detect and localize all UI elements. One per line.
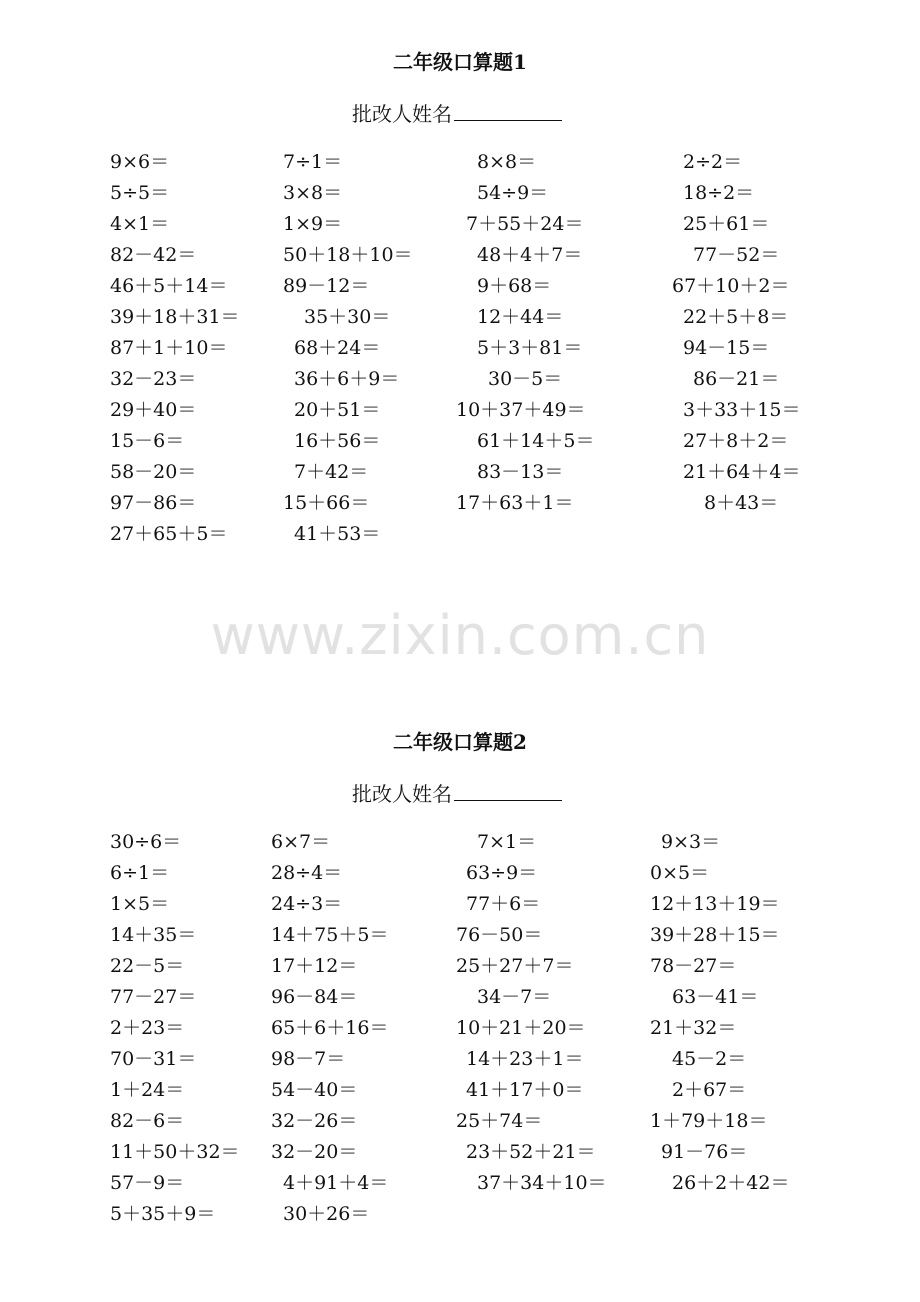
math-problem: 22－5＝: [110, 955, 185, 977]
math-problem: 7＋42＝: [294, 461, 369, 483]
math-problem: 9×6＝: [110, 151, 170, 173]
math-problem: 30＋26＝: [283, 1203, 370, 1225]
math-problem: 36＋6＋9＝: [294, 368, 400, 390]
math-problem: 67＋10＋2＝: [672, 275, 790, 297]
math-problem: 21＋64＋4＝: [683, 461, 801, 483]
grader-name-blank: [454, 102, 562, 121]
math-problem: 32－23＝: [110, 368, 197, 390]
grader-name-blank: [454, 782, 562, 801]
math-problem: 1＋24＝: [110, 1079, 185, 1101]
math-problem: 25＋74＝: [456, 1110, 543, 1132]
math-problem: 2＋23＝: [110, 1017, 185, 1039]
math-problem: 5＋35＋9＝: [110, 1203, 216, 1225]
math-problem: 20＋51＝: [294, 399, 381, 421]
grader-name-label: 批改人姓名: [352, 102, 452, 126]
math-problem: 5÷5＝: [110, 182, 170, 204]
math-problem: 58－20＝: [110, 461, 197, 483]
math-problem: 10＋21＋20＝: [456, 1017, 586, 1039]
math-problem: 25＋61＝: [683, 213, 770, 235]
math-problem: 4×1＝: [110, 213, 170, 235]
math-problem: 6÷1＝: [110, 862, 170, 884]
math-problem: 68＋24＝: [294, 337, 381, 359]
math-problem: 3＋33＋15＝: [683, 399, 801, 421]
math-problem: 45－2＝: [672, 1048, 747, 1070]
math-problem: 83－13＝: [477, 461, 564, 483]
math-problem: 0×5＝: [650, 862, 710, 884]
math-problem: 39＋18＋31＝: [110, 306, 240, 328]
math-problem: 97－86＝: [110, 492, 197, 514]
math-problem: 98－7＝: [271, 1048, 346, 1070]
math-problem: 27＋8＋2＝: [683, 430, 789, 452]
math-problem: 82－42＝: [110, 244, 197, 266]
math-problem: 14＋23＋1＝: [466, 1048, 584, 1070]
math-problem: 8＋43＝: [704, 492, 779, 514]
math-problem: 37＋34＋10＝: [477, 1172, 607, 1194]
math-problem: 1×9＝: [283, 213, 343, 235]
math-problem: 5＋3＋81＝: [477, 337, 583, 359]
math-problem: 15－6＝: [110, 430, 185, 452]
math-problem: 70－31＝: [110, 1048, 197, 1070]
worksheet-title: 二年级口算题1: [393, 50, 527, 74]
math-problem: 30－5＝: [488, 368, 563, 390]
math-problem: 3×8＝: [283, 182, 343, 204]
math-problem: 32－26＝: [271, 1110, 358, 1132]
math-problem: 78－27＝: [650, 955, 737, 977]
math-problem: 11＋50＋32＝: [110, 1141, 240, 1163]
math-problem: 17＋12＝: [271, 955, 358, 977]
grader-name-label: 批改人姓名: [352, 782, 452, 806]
math-problem: 7＋55＋24＝: [466, 213, 584, 235]
math-problem: 25＋27＋7＝: [456, 955, 574, 977]
math-problem: 82－6＝: [110, 1110, 185, 1132]
math-problem: 77－52＝: [693, 244, 780, 266]
math-problem: 4＋91＋4＝: [283, 1172, 389, 1194]
math-problem: 24÷3＝: [271, 893, 343, 915]
math-problem: 65＋6＋16＝: [271, 1017, 389, 1039]
math-problem: 26＋2＋42＝: [672, 1172, 790, 1194]
math-problem: 27＋65＋5＝: [110, 523, 228, 545]
math-problem: 12＋13＋19＝: [650, 893, 780, 915]
math-problem: 48＋4＋7＝: [477, 244, 583, 266]
grader-name-field: [352, 102, 562, 126]
math-problem: 34－7＝: [477, 986, 552, 1008]
math-problem: 15＋66＝: [283, 492, 370, 514]
math-problem: 14＋75＋5＝: [271, 924, 389, 946]
math-problem: 7÷1＝: [283, 151, 343, 173]
math-problem: 96－84＝: [271, 986, 358, 1008]
math-problem: 28÷4＝: [271, 862, 343, 884]
math-problem: 9＋68＝: [477, 275, 552, 297]
math-problem: 10＋37＋49＝: [456, 399, 586, 421]
worksheet-title: 二年级口算题2: [393, 730, 527, 754]
math-problem: 39＋28＋15＝: [650, 924, 780, 946]
math-problem: 1×5＝: [110, 893, 170, 915]
math-problem: 46＋5＋14＝: [110, 275, 228, 297]
grader-name-field: [352, 782, 562, 806]
math-problem: 94－15＝: [683, 337, 770, 359]
math-problem: 89－12＝: [283, 275, 370, 297]
math-problem: 8×8＝: [477, 151, 537, 173]
math-problem: 63÷9＝: [466, 862, 538, 884]
math-problem: 91－76＝: [661, 1141, 748, 1163]
math-problem: 2＋67＝: [672, 1079, 747, 1101]
math-problem: 41＋17＋0＝: [466, 1079, 584, 1101]
math-problem: 30÷6＝: [110, 831, 182, 853]
math-problem: 23＋52＋21＝: [466, 1141, 596, 1163]
math-problem: 12＋44＝: [477, 306, 564, 328]
math-problem: 21＋32＝: [650, 1017, 737, 1039]
math-problem: 54÷9＝: [477, 182, 549, 204]
math-problem: 32－20＝: [271, 1141, 358, 1163]
math-problem: 22＋5＋8＝: [683, 306, 789, 328]
math-problem: 57－9＝: [110, 1172, 185, 1194]
math-problem: 18÷2＝: [683, 182, 755, 204]
math-problem: 2÷2＝: [683, 151, 743, 173]
math-problem: 41＋53＝: [294, 523, 381, 545]
math-problem: 16＋56＝: [294, 430, 381, 452]
math-problem: 7×1＝: [477, 831, 537, 853]
math-problem: 6×7＝: [271, 831, 331, 853]
math-problem: 76－50＝: [456, 924, 543, 946]
math-problem: 29＋40＝: [110, 399, 197, 421]
math-problem: 14＋35＝: [110, 924, 197, 946]
math-problem: 61＋14＋5＝: [477, 430, 595, 452]
math-problem: 63－41＝: [672, 986, 759, 1008]
watermark: www.zixin.com.cn: [210, 604, 710, 667]
math-problem: 86－21＝: [693, 368, 780, 390]
math-problem: 77－27＝: [110, 986, 197, 1008]
math-problem: 35＋30＝: [304, 306, 391, 328]
math-problem: 77＋6＝: [466, 893, 541, 915]
math-problem: 17＋63＋1＝: [456, 492, 574, 514]
math-problem: 50＋18＋10＝: [283, 244, 413, 266]
math-problem: 9×3＝: [661, 831, 721, 853]
math-problem: 54－40＝: [271, 1079, 358, 1101]
math-problem: 87＋1＋10＝: [110, 337, 228, 359]
math-problem: 1＋79＋18＝: [650, 1110, 768, 1132]
